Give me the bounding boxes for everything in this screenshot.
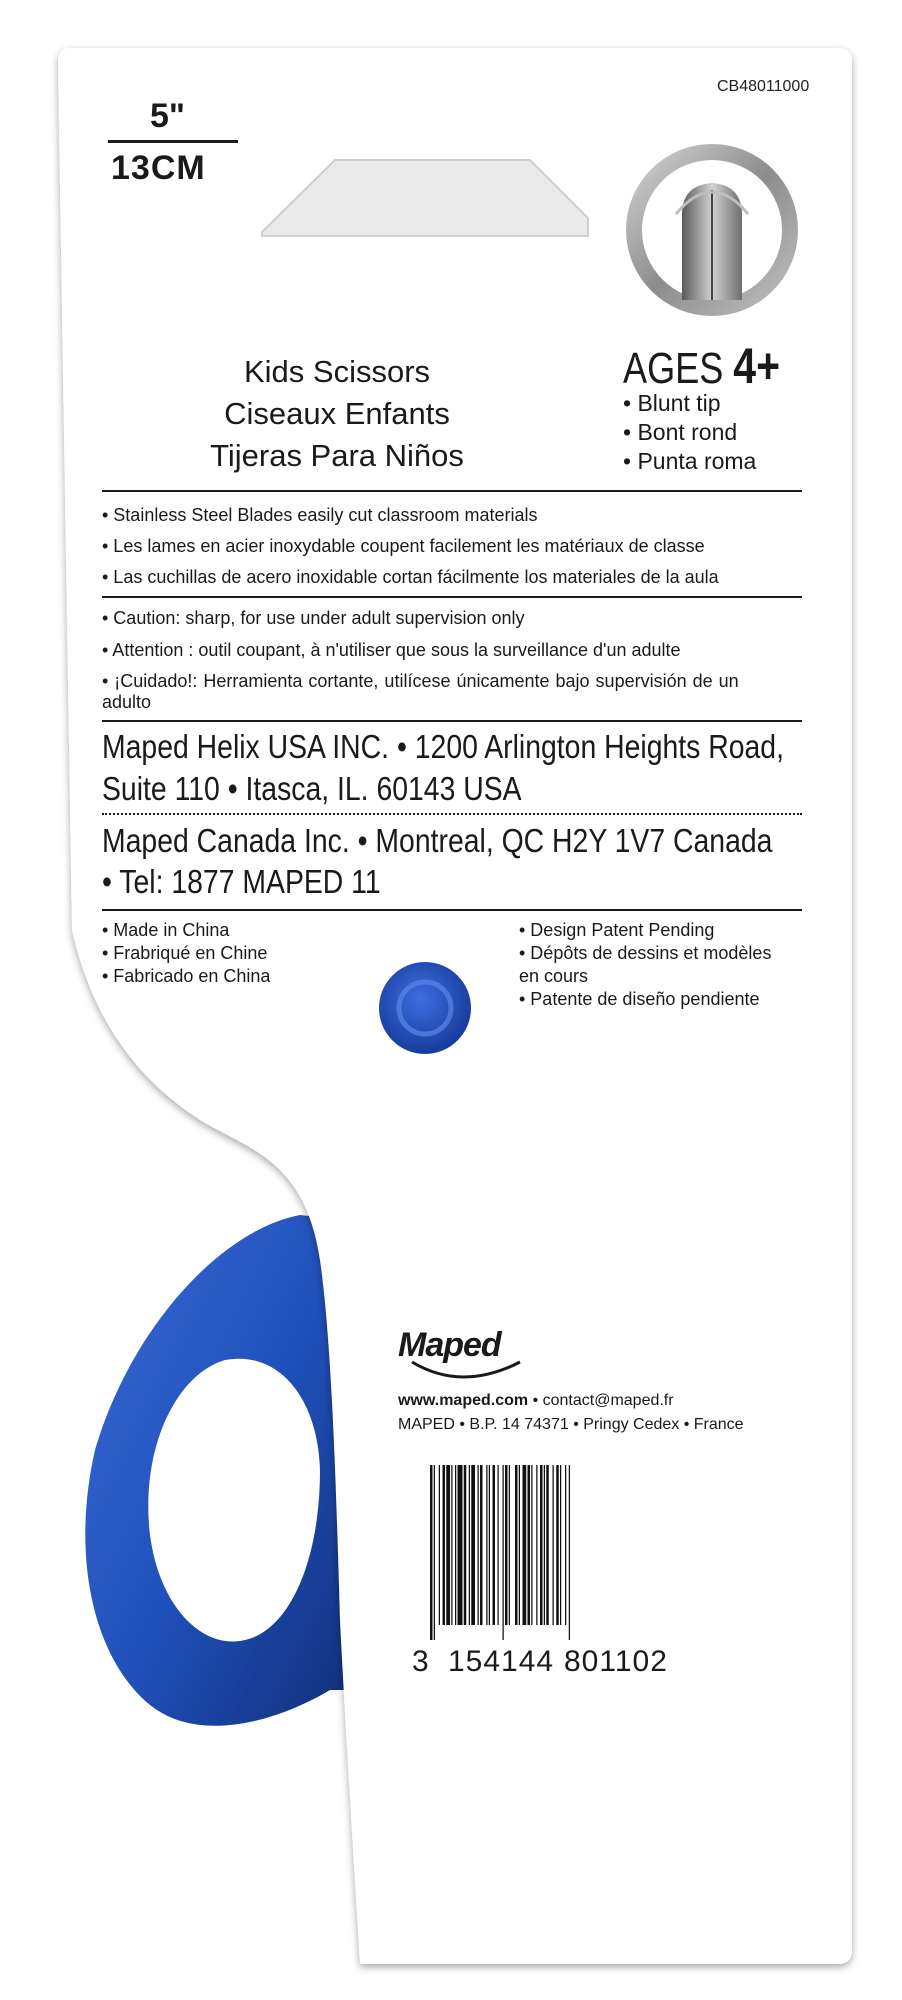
barcode-bar: [458, 1465, 463, 1625]
size-divider: [108, 140, 238, 143]
patent-en: • Design Patent Pending: [519, 920, 715, 940]
barcode-bar: [531, 1465, 532, 1625]
postal-address: MAPED • B.P. 14 74371 • Pringy Cedex • France: [398, 1416, 744, 1433]
barcode-bar: [439, 1465, 440, 1625]
caution-es: • ¡Cuidado!: Herramienta cortante, utilícese únicamente bajo supervisión de un: [102, 671, 739, 691]
barcode-group-1: 154144: [448, 1645, 555, 1678]
barcode-bar: [430, 1465, 433, 1640]
barcode-bar: [498, 1465, 499, 1625]
address-canada-line1: Maped Canada Inc. • Montreal, QC H2Y 1V7 Canada: [102, 822, 773, 859]
barcode-bar: [451, 1465, 452, 1625]
tip-es: • Punta roma: [623, 448, 757, 474]
barcode-bar: [446, 1465, 450, 1625]
barcode-bar: [553, 1465, 554, 1625]
tip-en: • Blunt tip: [623, 390, 721, 416]
barcode-bar: [493, 1465, 496, 1625]
age-value: 4+: [733, 338, 781, 394]
barcode-bar: [540, 1465, 543, 1625]
barcode-bar: [489, 1465, 490, 1625]
barcode-bar: [544, 1465, 545, 1625]
barcode-bar: [569, 1465, 570, 1640]
barcode-bar: [464, 1465, 467, 1625]
barcode-bar: [528, 1465, 531, 1625]
origin-es: • Fabricado en China: [102, 966, 271, 986]
barcode-bar: [560, 1465, 561, 1625]
origin-fr: • Frabriqué en Chine: [102, 943, 268, 963]
barcode-bar: [480, 1465, 483, 1625]
maped-logo: Maped: [398, 1326, 501, 1364]
barcode-group-2: 801102: [564, 1645, 668, 1678]
product-code: CB48011000: [717, 78, 810, 95]
barcode-bar: [546, 1465, 549, 1625]
title-es: Tijeras Para Niños: [210, 438, 464, 473]
divider-top: [102, 490, 802, 492]
address-usa-line2: Suite 110 • Itasca, IL. 60143 USA: [102, 770, 522, 807]
barcode-bar: [515, 1465, 518, 1625]
caution-es-cont: adulto: [102, 692, 152, 712]
pivot-knob: [379, 962, 471, 1054]
divider-addresses: [102, 909, 802, 911]
divider-dotted: [102, 813, 802, 815]
age-rating: [623, 337, 780, 395]
divider-cautions: [102, 720, 802, 722]
barcode-bar: [434, 1465, 435, 1640]
feature-es: • Las cuchillas de acero inoxidable cortan fácilmente los materiales de la aula: [102, 567, 719, 587]
caution-en: • Caution: sharp, for use under adult supervision only: [102, 608, 525, 628]
barcode-bar: [556, 1465, 559, 1625]
address-usa-line1: Maped Helix USA INC. • 1200 Arlington Heights Road,: [102, 728, 784, 765]
contact-line: [398, 1392, 674, 1410]
size-inches: 5": [150, 97, 186, 135]
patent-fr-cont: en cours: [519, 966, 589, 986]
barcode-bar: [478, 1465, 479, 1625]
barcode-bar: [519, 1465, 520, 1625]
feature-en: • Stainless Steel Blades easily cut classroom materials: [102, 505, 538, 525]
barcode-bar: [455, 1465, 456, 1625]
barcode: [430, 1465, 685, 1640]
origin-en: • Made in China: [102, 920, 230, 940]
title-fr: Ciseaux Enfants: [224, 396, 450, 431]
patent-es: • Patente de diseño pendiente: [519, 989, 760, 1009]
tip-fr: • Bont rond: [623, 419, 738, 445]
title-en: Kids Scissors: [243, 354, 431, 389]
divider-features: [102, 596, 802, 598]
address-canada-line2: • Tel: 1877 MAPED 11: [102, 863, 381, 900]
feature-fr: • Les lames en acier inoxydable coupent facilement les matériaux de classe: [102, 536, 705, 556]
size-cm: 13CM: [111, 149, 206, 187]
barcode-digit-first: 3: [412, 1645, 430, 1678]
barcode-bar: [471, 1465, 475, 1625]
barcode-bar: [565, 1465, 566, 1625]
age-prefix: AGES: [623, 344, 724, 393]
caution-fr: • Attention : outil coupant, à n'utiliser que sous la surveillance d'un adulte: [102, 640, 681, 660]
barcode-bar: [536, 1465, 537, 1625]
barcode-bar: [469, 1465, 470, 1625]
barcode-bar: [523, 1465, 527, 1625]
website: www.maped.com: [398, 1392, 529, 1409]
barcode-bar: [505, 1465, 508, 1625]
contact-email: • contact@maped.fr: [532, 1392, 674, 1409]
barcode-bar: [509, 1465, 510, 1625]
patent-fr: • Dépôts de dessins et modèles: [519, 943, 772, 963]
barcode-bar: [503, 1465, 504, 1640]
barcode-bar: [486, 1465, 487, 1625]
barcode-bar: [443, 1465, 446, 1625]
